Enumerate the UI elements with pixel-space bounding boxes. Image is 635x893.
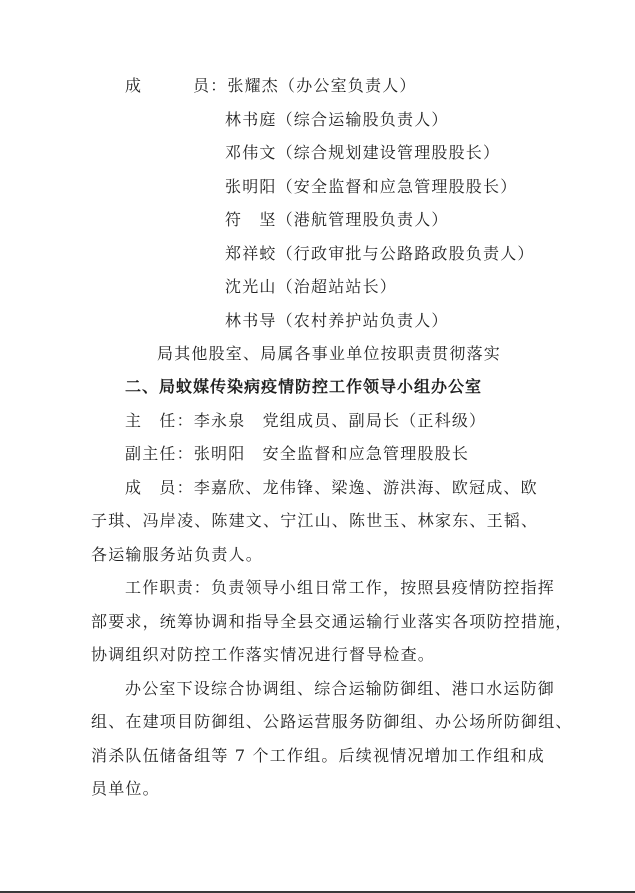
members-note: 局其他股室、局属各事业单位按职责贯彻落实 — [157, 344, 502, 363]
director-value: 李永泉 党组成员、副局长（正科级） — [193, 411, 487, 430]
deputy-label: 副主任： — [125, 444, 194, 463]
members-header-line — [125, 76, 417, 96]
groups-paragraph: 消杀队伍储备组等 7 个工作组。后续视情况增加工作组和成 — [91, 746, 545, 765]
deputy-line — [125, 444, 469, 464]
office-members-text: 李嘉欣、龙伟锋、梁逸、游洪海、欧冠成、欧 — [193, 478, 538, 497]
member-row: 沈光山（治超站站长） — [225, 277, 398, 296]
deputy-value: 张明阳 安全监督和应急管理股股长 — [193, 444, 470, 463]
member-row: 张明阳（安全监督和应急管理股股长） — [225, 177, 518, 196]
office-members-text: 子琪、冯岸凌、陈建文、宁江山、陈世玉、林家东、王韬、 — [91, 511, 539, 530]
director-line — [125, 411, 486, 431]
member-row: 林书庭（综合运输股负责人） — [225, 110, 449, 129]
member-row: 郑祥蛟（行政审批与公路路政股负责人） — [225, 244, 535, 263]
office-members-text: 各运输服务站负责人。 — [91, 545, 264, 564]
member-row: 林书导（农村养护站负责人） — [225, 311, 449, 330]
duties-paragraph: 工作职责：负责领导小组日常工作，按照县疫情防控指挥 — [125, 578, 556, 597]
members-label-b: 员： — [193, 76, 228, 95]
groups-paragraph: 组、在建项目防御组、公路运营服务防御组、办公场所防御组、 — [91, 712, 573, 731]
office-members-line — [125, 478, 538, 498]
director-label: 主 任： — [125, 411, 194, 430]
groups-paragraph: 员单位。 — [91, 779, 160, 798]
members-label-a: 成 — [125, 76, 143, 95]
section-heading: 二、局蚊媒传染病疫情防控工作领导小组办公室 — [125, 377, 483, 396]
member-row: 符 坚（港航管理股负责人） — [225, 210, 449, 229]
member-row: 邓伟文（综合规划建设管理股股长） — [225, 143, 501, 162]
duties-paragraph: 部要求，统筹协调和指导全县交通运输行业落实各项防控措施， — [91, 612, 573, 631]
member-row: 张耀杰（办公室负责人） — [227, 76, 417, 95]
groups-paragraph: 办公室下设综合协调组、综合运输防御组、港口水运防御 — [125, 679, 556, 698]
duties-paragraph: 协调组织对防控工作落实情况进行督导检查。 — [91, 645, 436, 664]
office-members-label: 成 员： — [125, 478, 194, 497]
